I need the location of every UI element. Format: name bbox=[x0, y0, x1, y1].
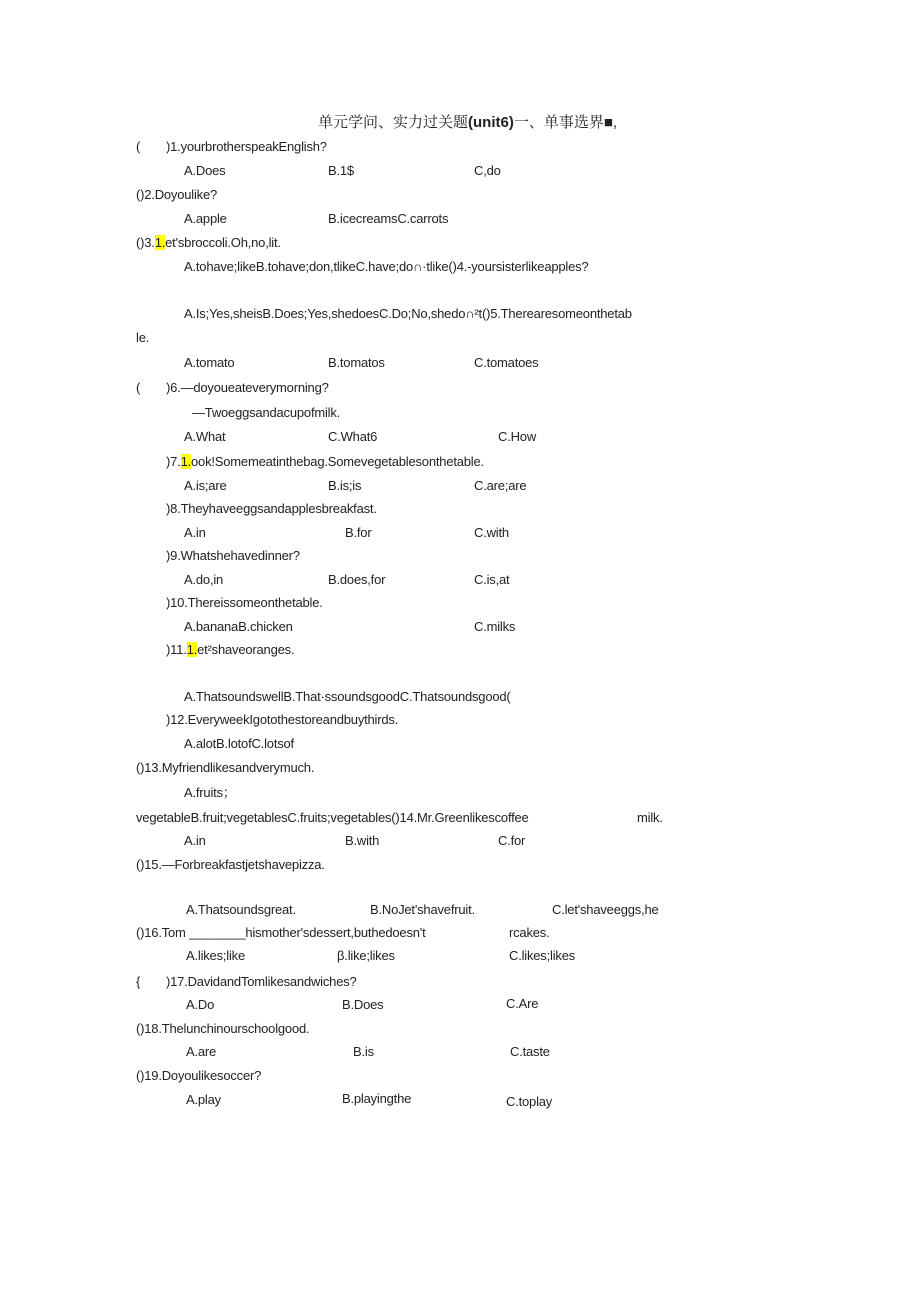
q5-continuation: le. bbox=[136, 330, 150, 345]
question-18: ()18.Thelunchinourschoolgood. bbox=[136, 1021, 310, 1036]
question-9: )9.Whatshehavedinner? bbox=[166, 548, 300, 563]
q17-option-c: C.Are bbox=[506, 996, 539, 1011]
question-1: )1.yourbrotherspeakEnglish? bbox=[166, 139, 327, 154]
q14-option-c: C.for bbox=[498, 833, 526, 848]
q6-answer-line: —Twoeggsandacupofmilk. bbox=[192, 405, 341, 420]
question-3: ()3.1.et'sbroccoli.Oh,no,lit. bbox=[136, 235, 281, 250]
q17-paren: { bbox=[136, 974, 141, 989]
q5-option-c: C.tomatoes bbox=[474, 355, 539, 370]
highlight-mark: 1. bbox=[154, 235, 166, 250]
q6-option-b: C.What6 bbox=[328, 429, 378, 444]
q14-option-a: A.in bbox=[184, 833, 206, 848]
q1-option-c: C,do bbox=[474, 163, 501, 178]
q7-option-b: B.is;is bbox=[328, 478, 362, 493]
question-15: ()15.—Forbreakfastjetshavepizza. bbox=[136, 857, 325, 872]
question-10: )10.Thereissomeonthetable. bbox=[166, 595, 323, 610]
q15-option-a: A.Thatsoundsgreat. bbox=[186, 902, 296, 917]
q15-option-c: C.let'shaveeggs,he bbox=[552, 902, 659, 917]
q2-option-bc: B.icecreamsC.carrots bbox=[328, 211, 449, 226]
question-7: )7.1.ook!Somemeatinthebag.Somevegetablesonthetable. bbox=[166, 454, 484, 469]
q2-option-a: A.apple bbox=[184, 211, 227, 226]
q10-option-c: C.milks bbox=[474, 619, 516, 634]
q14-milk: milk. bbox=[637, 810, 663, 825]
q5-option-a: A.tomato bbox=[184, 355, 235, 370]
question-16: ()16.Tom ________hismother'sdessert,buthedoesn't bbox=[136, 925, 426, 940]
q6-option-c: C.How bbox=[498, 429, 537, 444]
q16-option-b: β.like;likes bbox=[337, 948, 395, 963]
question-17: )17.DavidandTomlikesandwiches? bbox=[166, 974, 357, 989]
question-13: ()13.Myfriendlikesandverymuch. bbox=[136, 760, 315, 775]
q13-option-a: A.fruits； bbox=[184, 785, 236, 800]
q1-paren: ( bbox=[136, 139, 141, 154]
q15-option-b: B.NoJet'shavefruit. bbox=[370, 902, 475, 917]
q7-option-a: A.is;are bbox=[184, 478, 227, 493]
q19-option-c: C.toplay bbox=[506, 1094, 553, 1109]
q5-option-b: B.tomatos bbox=[328, 355, 385, 370]
highlight-mark: 1. bbox=[186, 642, 198, 657]
q17-option-a: A.Do bbox=[186, 997, 215, 1012]
q9-option-c: C.is,at bbox=[474, 572, 510, 587]
q16-option-c: C.likes;likes bbox=[509, 948, 576, 963]
q12-options: A.alotB.lotofC.lotsof bbox=[184, 736, 294, 751]
question-12: )12.EveryweekIgotothestoreandbuythirds. bbox=[166, 712, 399, 727]
q4-options: A.Is;Yes,sheisB.Does;Yes,shedoesC.Do;No,shedo∩²t()5.Therearesomeonthetab bbox=[184, 306, 632, 321]
q1-option-a: A.Does bbox=[184, 163, 226, 178]
page-title: 单元学问、实力过关题(unit6)一、单事选界■, bbox=[318, 114, 618, 131]
q17-option-b: B.Does bbox=[342, 997, 384, 1012]
q19-option-a: A.play bbox=[186, 1092, 221, 1107]
question-6: )6.—doyoueateverymorning? bbox=[166, 380, 329, 395]
q3-options: A.tohave;likeB.tohave;don,tlikeC.have;do∩·tlike()4.-yoursisterlikeapples? bbox=[184, 259, 589, 274]
q14-option-b: B.with bbox=[345, 833, 380, 848]
q6-option-a: A.What bbox=[184, 429, 226, 444]
question-8: )8.Theyhaveeggsandapplesbreakfast. bbox=[166, 501, 377, 516]
q6-paren: ( bbox=[136, 380, 141, 395]
q16-option-a: A.likes;like bbox=[186, 948, 246, 963]
q8-option-a: A.in bbox=[184, 525, 206, 540]
q7-option-c: C.are;are bbox=[474, 478, 527, 493]
question-2: ()2.Doyoulike? bbox=[136, 187, 218, 202]
q10-option-ab: A.bananaB.chicken bbox=[184, 619, 293, 634]
highlight-mark: 1. bbox=[180, 454, 192, 469]
q18-option-a: A.are bbox=[186, 1044, 217, 1059]
q18-option-b: B.is bbox=[353, 1044, 374, 1059]
q11-options: A.ThatsoundswellB.That·ssoundsgoodC.Thatsoundsgood( bbox=[184, 689, 511, 704]
q9-option-b: B.does,for bbox=[328, 572, 386, 587]
q19-option-b: B.playingthe bbox=[342, 1091, 412, 1106]
q1-option-b: B.1$ bbox=[328, 163, 354, 178]
q9-option-a: A.do,in bbox=[184, 572, 224, 587]
q16-end: rcakes. bbox=[509, 925, 550, 940]
question-19: ()19.Doyoulikesoccer? bbox=[136, 1068, 262, 1083]
q13-options-q14: vegetableB.fruit;vegetablesC.fruits;vegetables()14.Mr.Greenlikescoffee bbox=[136, 810, 529, 825]
q8-option-b: B.for bbox=[345, 525, 372, 540]
question-11: )11.1.et²shaveoranges. bbox=[166, 642, 295, 657]
q18-option-c: C.taste bbox=[510, 1044, 550, 1059]
q8-option-c: C.with bbox=[474, 525, 509, 540]
